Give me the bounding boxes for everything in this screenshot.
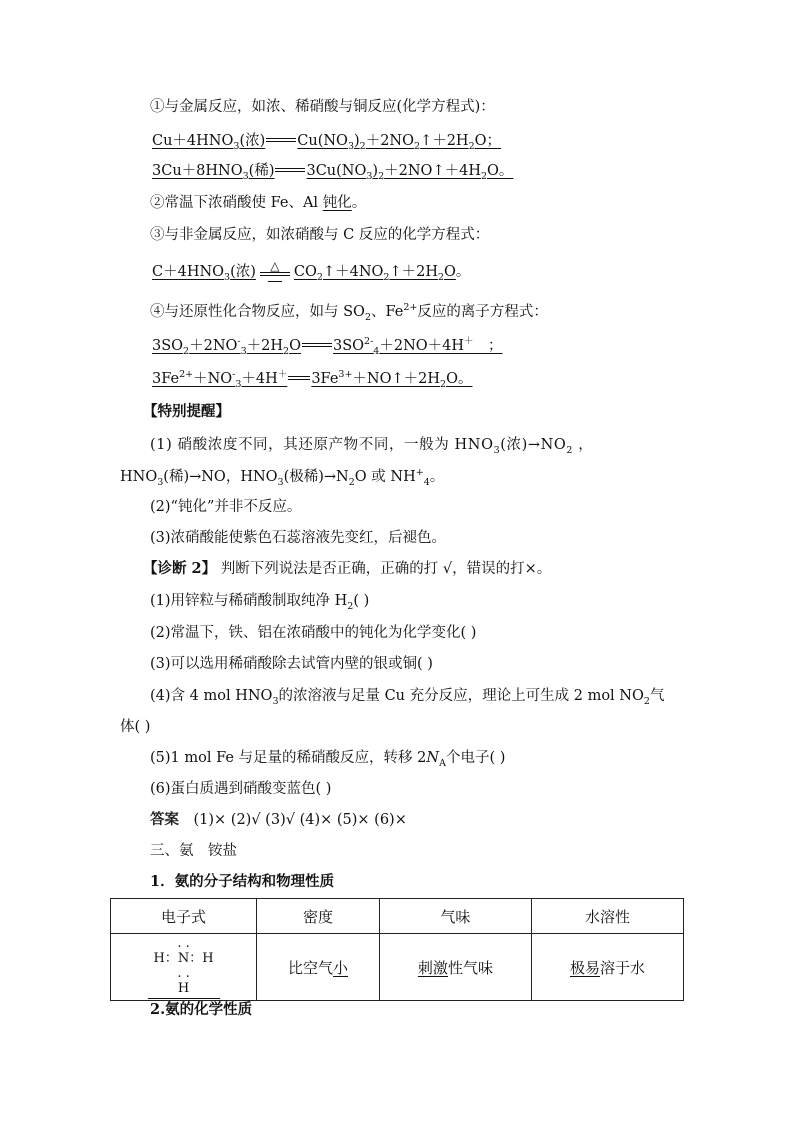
smell-value: 刺激性气味 [379,934,531,1001]
equation-cu-dilute: $3Cu+8HNO_3$(稀) $3Cu(NO_3)_2+2NO↑+4H_2O$。 [152,163,514,182]
text-nonmetal-reaction: ③与非金属反应，如浓硝酸与 C 反应的化学方程式： [150,227,490,243]
question-5: (5)1 mol Fe 与足量的稀硝酸反应，转移 $2N_A$个电子( ) [150,750,506,769]
answer-line: 答案 (1)× (2)√ (3)√ (4)× (5)× (6)× [150,811,407,828]
question-4: (4)含 4 mol $HNO_3$的浓溶液与足量 Cu 充分反应，理论上可生成 2 mol $NO_2$气 [150,688,665,707]
text-reducing-compound: ④与还原性化合物反应，如与 $SO_2$、$Fe^{2+}$反应的离子方程式： [150,302,548,323]
tip-1-cont: $HNO_3$(稀)→NO，$HNO_3$(极稀)$\to N_2O$ 或 $NH^+_4$。 [120,467,445,488]
equation-carbon: $C+4HNO_3$(浓) △ $CO_2↑+4NO_2↑+2H_2O$。 [152,259,471,283]
lewis-structure: . . H：N：H . . H [111,934,257,1001]
header-smell: 气味 [379,899,531,934]
header-density: 密度 [257,899,380,934]
equation-so2: $3SO_2+2NO^-_3+2H_2O$ $3SO^{2-}_4+2NO+4H^+$ ； [152,336,503,357]
question-2: (2)常温下，铁、铝在浓硝酸中的钝化为化学变化( ) [150,625,477,641]
section-ammonia-structure: 1．氨的分子结构和物理性质 [150,873,335,890]
header-solubility: 水溶性 [531,899,683,934]
section-ammonia-chemistry: 2.氨的化学性质 [150,1001,253,1018]
equation-fe2: $3Fe^{2+}+NO^-_3+4H^+$ $3Fe^{3+}+NO↑+2H_2O$。 [152,369,473,390]
question-6: (6)蛋白质遇到硝酸变蓝色( ) [150,781,332,797]
tip-1: (1) 硝酸浓度不同，其还原产物不同，一般为 $HNO_3$(浓)$\to NO_2$ ， [150,437,594,456]
question-3: (3)可以选用稀硝酸除去试管内壁的银或铜( ) [150,656,433,672]
question-4-cont: 体( ) [120,719,151,735]
question-1: (1)用锌粒与稀硝酸制取纯净 $H_2$( ) [150,593,370,612]
solubility-value: 极易溶于水 [531,934,683,1001]
text-passivation: ②常温下浓硝酸使 Fe、Al 钝化。 [150,195,367,211]
ammonia-properties-table [110,898,684,1001]
tip-3: (3)浓硝酸能使紫色石蕊溶液先变红，后褪色。 [150,530,447,546]
diagnosis-heading: 【诊断 2】 判断下列说法是否正确，正确的打 √，错误的打×。 [143,560,552,577]
tip-title: 【特别提醒】 [143,403,230,420]
section-ammonia-heading: 三、氨 铵盐 [150,843,237,859]
equation-cu-conc: $Cu+4HNO_3$(浓) $Cu(NO_3)_2+2NO_2↑+2H_2O$； [152,133,502,152]
tip-2: (2)“钝化”并非不反应。 [150,499,302,515]
header-electron-formula: 电子式 [111,899,257,934]
text-metal-reaction: ①与金属反应，如浓、稀硝酸与铜反应(化学方程式)： [150,99,495,115]
density-value: 比空气小 [257,934,380,1001]
